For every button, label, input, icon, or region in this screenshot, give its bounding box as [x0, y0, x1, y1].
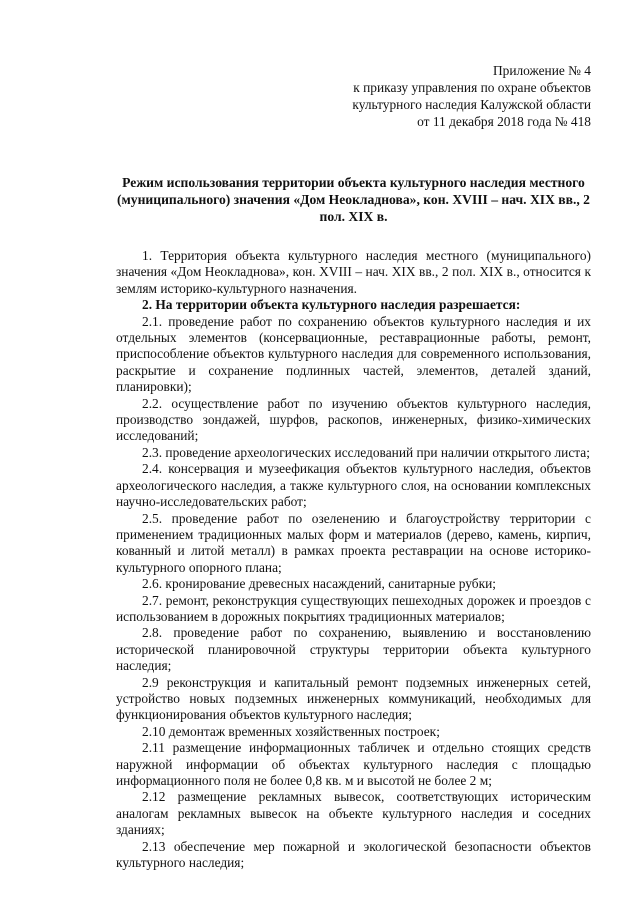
paragraph-2-7: 2.7. ремонт, реконструкция существующих пешеходных дорожек и проездов с использованием в дорожных покрытиях традиционных материалов;: [116, 592, 591, 624]
document-body: [116, 248, 591, 871]
appendix-number: Приложение № 4: [492, 63, 591, 78]
paragraph-2-11: 2.11 размещение информационных табличек и отдельно стоящих средств наружной информации об объектах культурного наследия с площадью информационного поля не более 0,8 кв. м и высотой не более 2 м;: [116, 740, 591, 788]
paragraph-2-3: 2.3. проведение археологических исследований при наличии открытого листа;: [142, 444, 590, 460]
paragraph-2-10: 2.10 демонтаж временных хозяйственных построек;: [142, 723, 440, 739]
paragraph-2-9: 2.9 реконструкция и капитальный ремонт подземных инженерных сетей, устройство новых подземных инженерных коммуникаций, необходимых для функционирования объектов культурного наследия;: [116, 674, 591, 723]
paragraph-2-2: 2.2. осуществление работ по изучению объектов культурного наследия, производство зондажей, шурфов, раскопов, инженерных, физико-химических исследований;: [116, 395, 591, 444]
paragraph-2-4: 2.4. консервация и музеефикация объектов культурного наследия, объектов археологического наследия, а также культурного слоя, на основании комплексных научно-исследовательских работ;: [116, 461, 591, 510]
paragraph-2-8: 2.8. проведение работ по сохранению, выявлению и восстановлению исторической планировочной структуры территории объекта культурного наследия;: [116, 625, 591, 674]
document-title: Режим использования территории объекта культурного наследия местного (муниципального) значения «Дом Неокладнова», кон. XVIII – нач. XIX вв., 2 пол. XIX в.: [117, 175, 590, 224]
paragraph-2-13: 2.13 обеспечение мер пожарной и экологической безопасности объектов культурного наследия;: [116, 838, 591, 871]
appendix-authority: культурного наследия Калужской области: [352, 97, 591, 112]
paragraph-2-1: 2.1. проведение работ по сохранению объектов культурного наследия и их отдельных элементов (консервационные, реставрационные работы, ремонт, приспособление объектов культурного наследия для современного использования, раскрытие и сохранение подлинных частей, элементов, деталей зданий, планировки);: [116, 313, 591, 395]
paragraph-2-5: 2.5. проведение работ по озеленению и благоустройству территории с применением традиционных малых форм и материалов (дерево, камень, кирпич, кованный и литой металл) в рамках проекта реставрации на основе историко-культурного опорного плана;: [116, 510, 591, 575]
section-heading-2: 2. На территории объекта культурного наследия разрешается:: [142, 297, 521, 313]
appendix-block: [116, 62, 591, 130]
paragraph-1: 1. Территория объекта культурного наследия местного (муниципального) значения «Дом Неокладнова», кон. XVIII – нач. XIX вв., 2 пол. XIX в., относится к землям историко-культурного назначения.: [116, 248, 591, 296]
appendix-order-ref: к приказу управления по охране объектов: [353, 80, 591, 95]
appendix-date: от 11 декабря 2018 года № 418: [417, 114, 591, 129]
paragraph-2-6: 2.6. кронирование древесных насаждений, санитарные рубки;: [142, 576, 496, 592]
paragraph-2-12: 2.12 размещение рекламных вывесок, соответствующих историческим аналогам рекламных вывесок на объекте культурного наследия и соседних зданиях;: [116, 789, 591, 838]
